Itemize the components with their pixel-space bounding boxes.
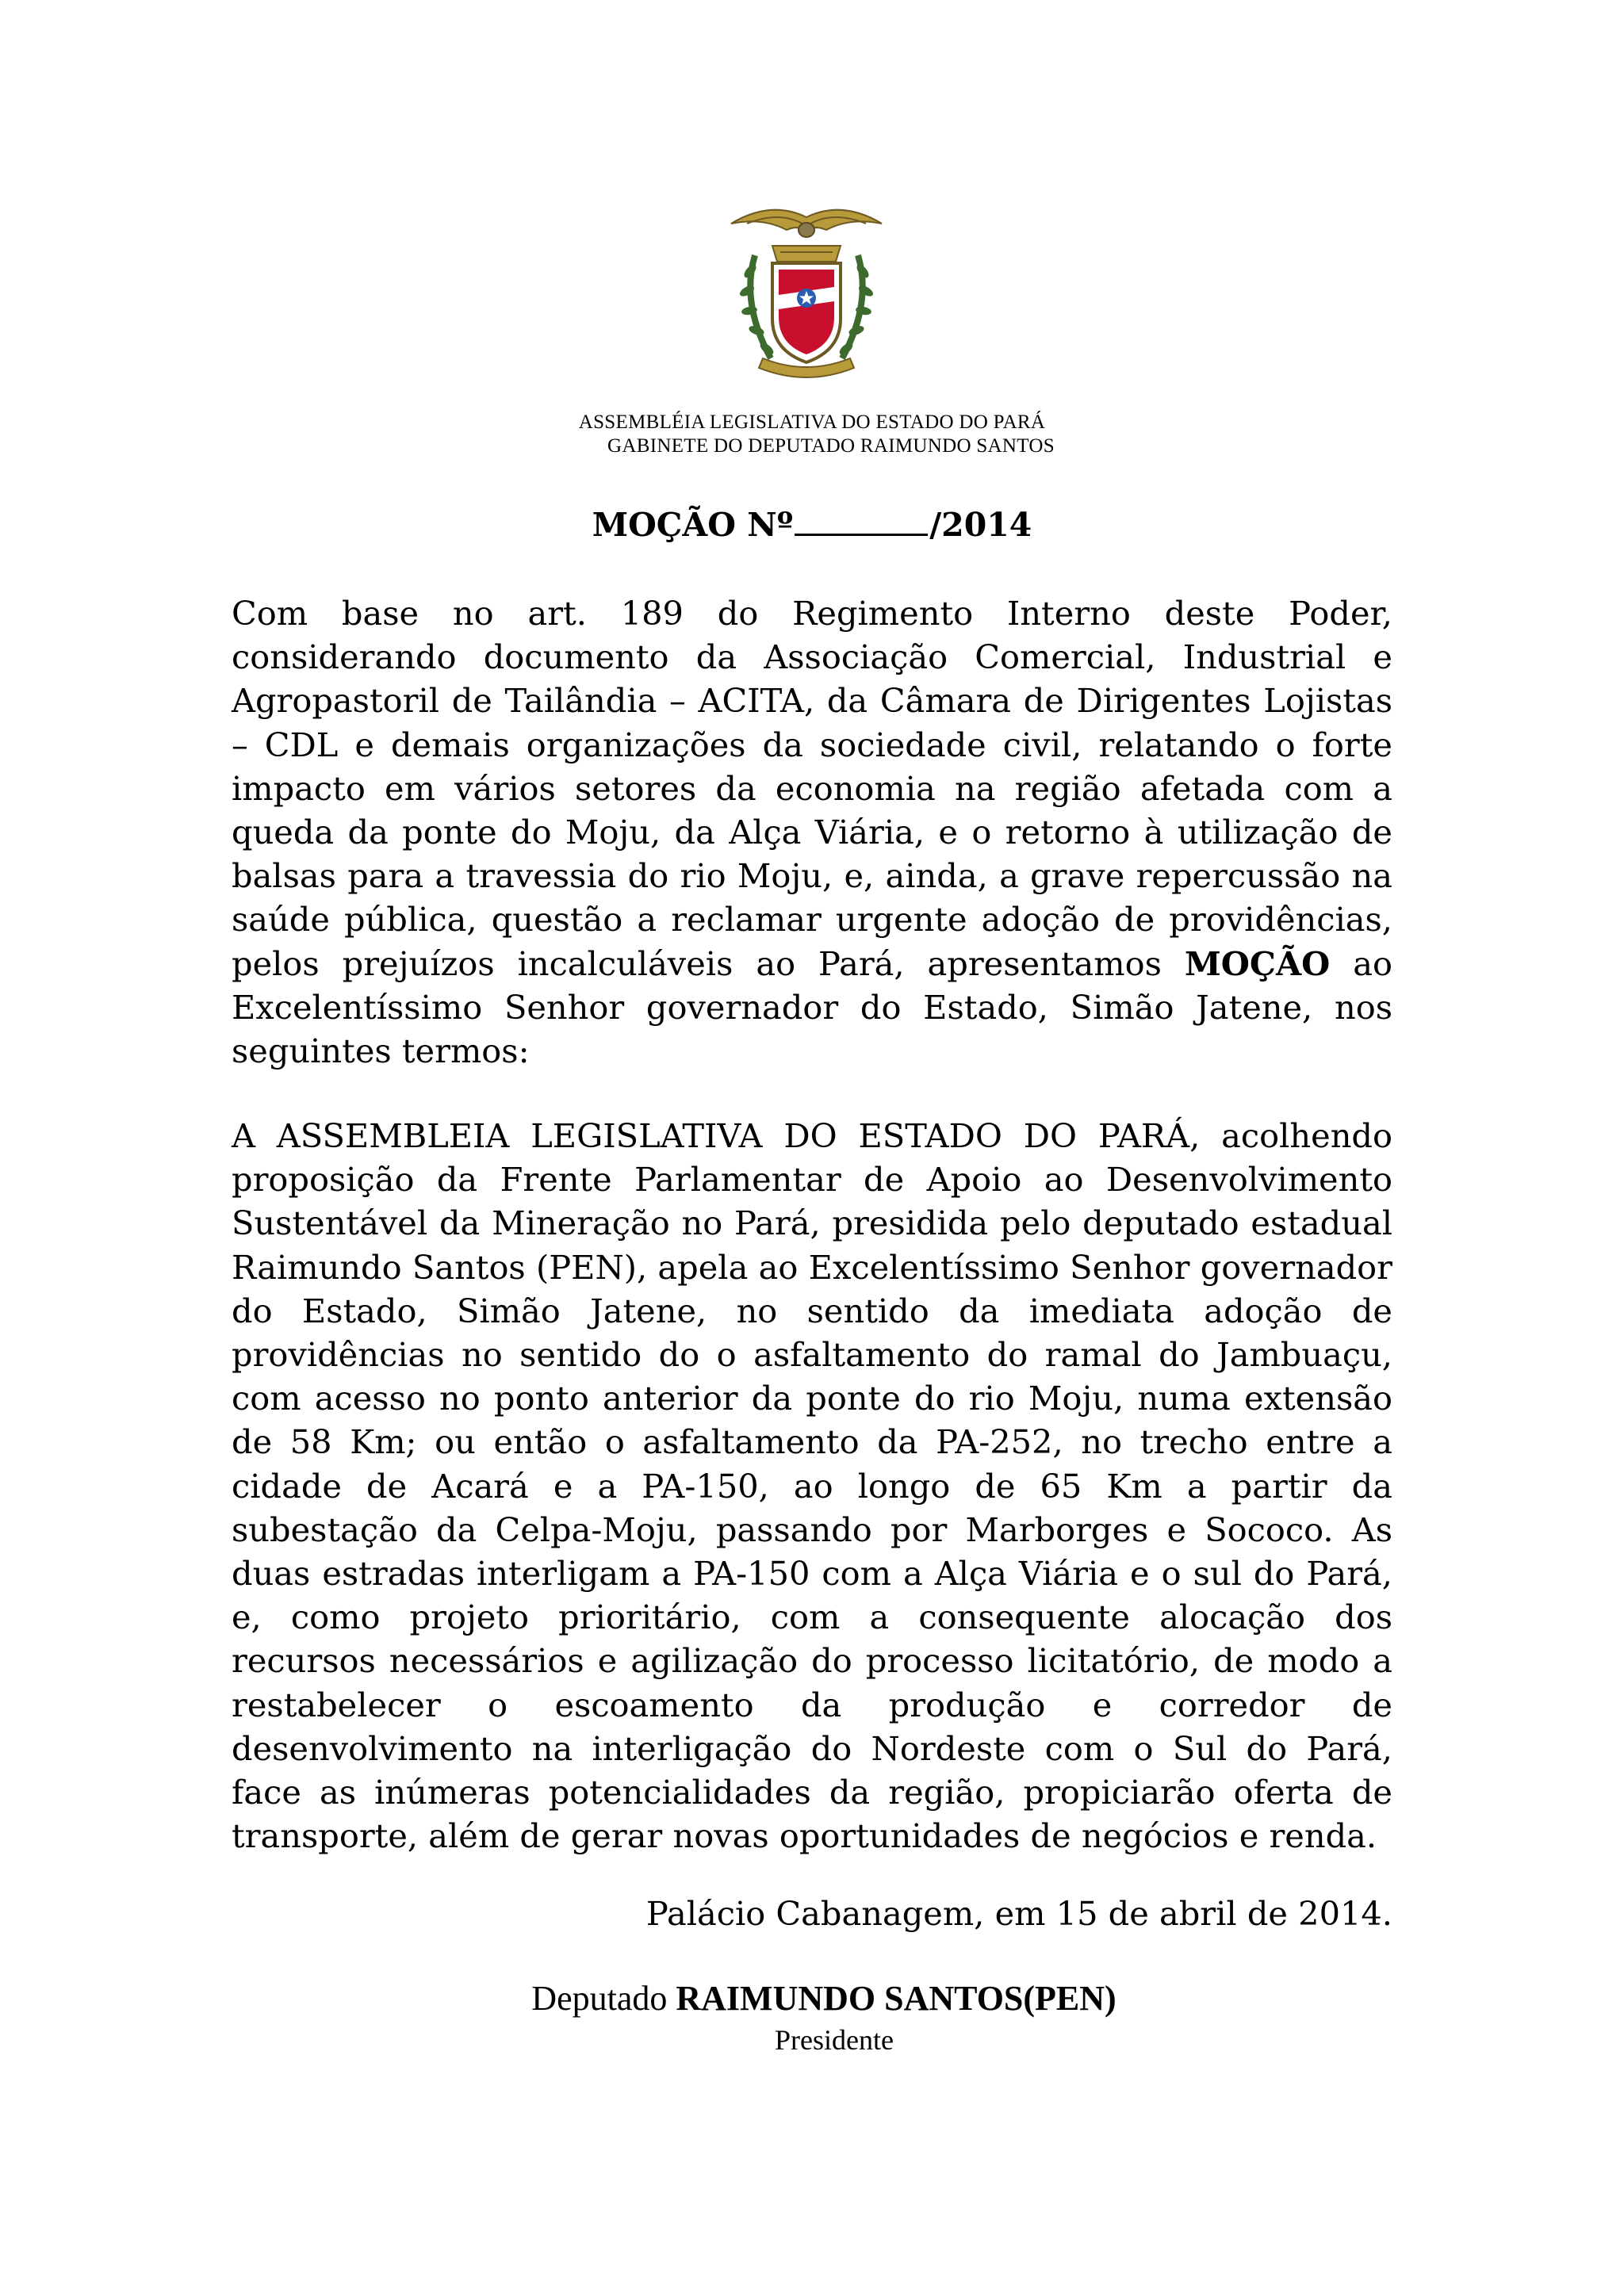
signature-name: RAIMUNDO SANTOS(PEN) (676, 1979, 1116, 2018)
title-suffix: /2014 (929, 506, 1032, 544)
signature-line (0, 1977, 1624, 2020)
title-prefix: MOÇÃO Nº (592, 506, 794, 544)
signature-role: Presidente (775, 2024, 894, 2056)
place-date: Palácio Cabanagem, em 15 de abril de 2014. (645, 1894, 1392, 1933)
paragraph-intro-text-end: ao Excelentíssimo Senhor governador do Estado, Simão Jatene, nos seguintes termos: (232, 943, 1392, 1071)
number-blank-line (795, 505, 928, 536)
paragraph-intro-text: Com base no art. 189 do Regimento Interno deste Poder, considerando documento da Associação Comercial, Industrial e Agropastoril de Tailândia – ACITA, da Câmara de Dirigentes Lojistas – CDL e demais organizações da sociedade civil, relatando o forte impacto em vários setores da economia na região afetada com a queda da ponte do Moju, da Alça Viária, e o retorno à utilização de balsas para a travessia do rio Moju, e, ainda, a grave repercussão na saúde pública, questão a reclamar urgente adoção de providências, pelos prejuízos incalculáveis ao Pará, apresentamos (232, 594, 1392, 983)
institution-name: ASSEMBLÉIA LEGISLATIVA DO ESTADO DO PARÁ (578, 411, 1046, 433)
paragraph-motion: A ASSEMBLEIA LEGISLATIVA DO ESTADO DO PARÁ, acolhendo proposição da Frente Parlamentar de Apoio ao Desenvolvimento Sustentável da Mineração no Pará, presidida pelo deputado estadual Raimundo Santos (PEN), apela ao Excelentíssimo Senhor governador do Estado, Simão Jatene, no sentido da imediata adoção de providências no sentido do o asfaltamento do ramal do Jambuaçu, com acesso no ponto anterior da ponte do rio Moju, numa extensão de 58 Km; ou então o asfaltamento da PA-252, no trecho entre a cidade de Acará e a PA-150, ao longo de 65 Km a partir da subestação da Celpa-Moju, passando por Marborges e Sococo. As duas estradas interligam a PA-150 com a Alça Viária e o sul do Pará, e, como projeto prioritário, com a consequente alocação dos recursos necessários e agilização do processo licitatório, de modo a restabelecer o escoamento da produção e corredor de desenvolvimento na interligação do Nordeste com o Sul do Pará, face as inúmeras potencialidades da região, propiciarão oferta de transporte, além de gerar novas oportunidades de negócios e renda. (232, 1116, 1392, 1856)
paragraph-intro (232, 591, 1392, 1073)
signature-title: Deputado (531, 1979, 676, 2018)
office-name: GABINETE DO DEPUTADO RAIMUNDO SANTOS (607, 435, 1055, 457)
para-coat-of-arms-icon (723, 200, 890, 382)
document-title (0, 504, 1624, 545)
paragraph-intro-bold: MOÇÃO (1184, 943, 1331, 983)
